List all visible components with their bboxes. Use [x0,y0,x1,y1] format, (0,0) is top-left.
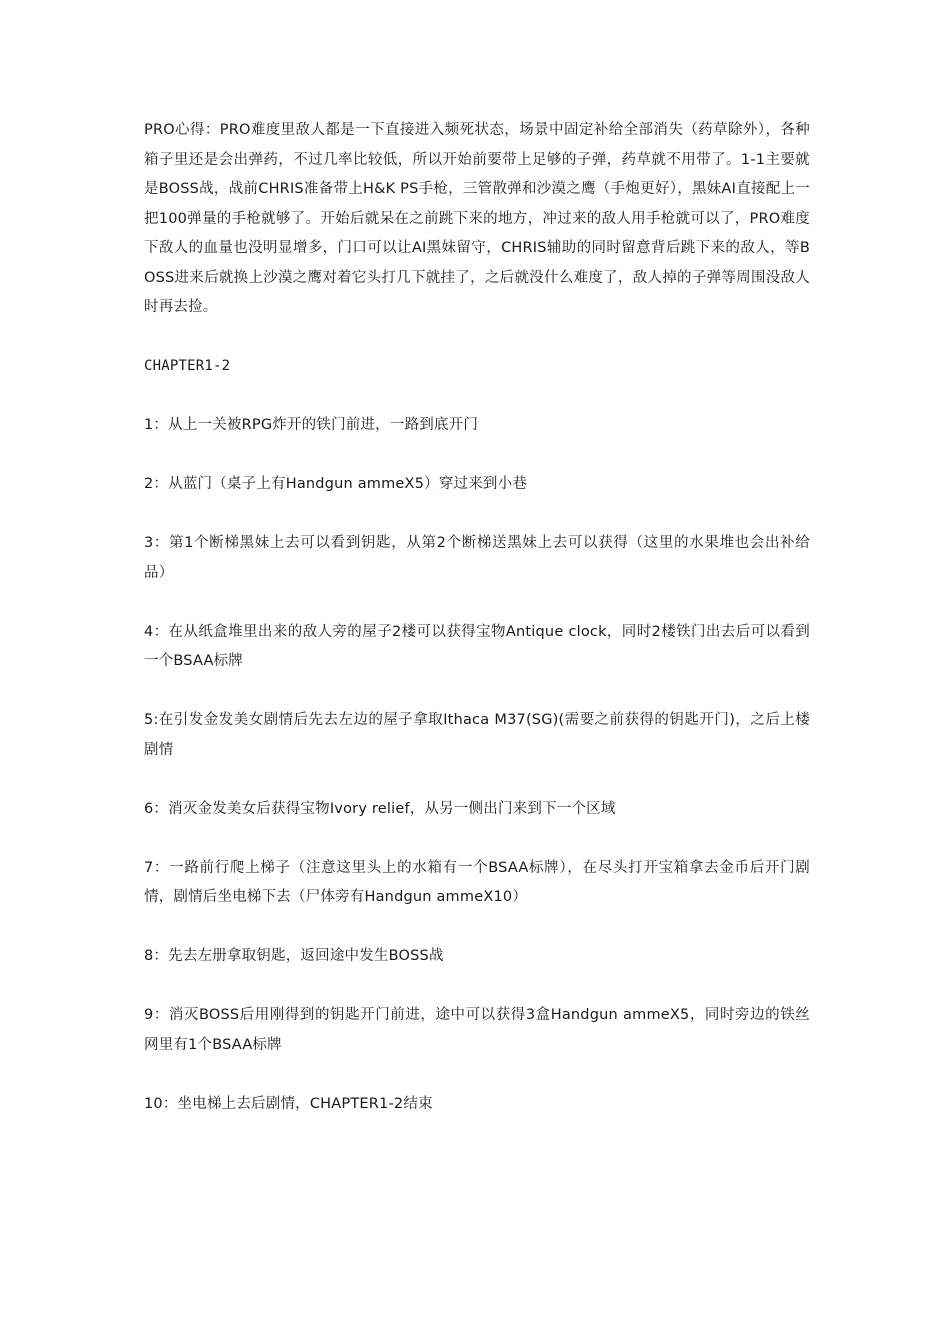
document-body [144,116,810,1119]
step-7: 7：一路前行爬上梯子（注意这里头上的水箱有一个BSAA标牌），在尽头打开宝箱拿去金币后开门剧情，剧情后坐电梯下去（尸体旁有Handgun ammeX10） [144,859,810,905]
step-8: 8：先去左册拿取钥匙，返回途中发生BOSS战 [144,948,444,964]
step-5: 5:在引发金发美女剧情后先去左边的屋子拿取Ithaca M37(SG)(需要之前获得的钥匙开门)，之后上楼剧情 [144,712,810,758]
step-9: 9：消灭BOSS后用刚得到的钥匙开门前进，途中可以获得3盒Handgun ammeX5，同时旁边的铁丝网里有1个BSAA标牌 [144,1007,810,1053]
step-2: 2：从蓝门（桌子上有Handgun ammeX5）穿过来到小巷 [144,476,528,492]
step-6: 6：消灭金发美女后获得宝物Ivory relief，从另一侧出门来到下一个区域 [144,800,616,817]
step-1: 1：从上一关被RPG炸开的铁门前进，一路到底开门 [144,417,479,433]
intro-paragraph: PRO心得：PRO难度里敌人都是一下直接进入频死状态，场景中固定补给全部消失（药草除外），各种箱子里还是会出弹药，不过几率比较低，所以开始前要带上足够的子弹，药草就不用带了。1-1主要就是BOSS战，战前CHRIS准备带上H&K PS手枪，三管散弹和沙漠之鹰（手炮更好），黑妹AI直接配上一把100弹量的手枪就够了。开始后就呆在之前跳下来的地方，冲过来的敌人用手枪就可以了，PRO难度下敌人的血量也没明显增多，门口可以让AI黑妹留守，CHRIS辅助的同时留意背后跳下来的敌人，等BOSS进来后就换上沙漠之鹰对着它头打几下就挂了，之后就没什么难度了，敌人掉的子弹等周围没敌人时再去捡。 [144,122,810,315]
step-10: 10：坐电梯上去后剧情，CHAPTER1-2结束 [144,1095,433,1112]
step-4: 4：在从纸盒堆里出来的敌人旁的屋子2楼可以获得宝物Antique clock，同时2楼铁门出去后可以看到一个BSAA标牌 [144,623,810,669]
step-3: 3：第1个断梯黑妹上去可以看到钥匙，从第2个断梯送黑妹上去可以获得（这里的水果堆也会出补给品） [144,535,810,581]
chapter-heading: CHAPTER1-2 [144,358,231,374]
